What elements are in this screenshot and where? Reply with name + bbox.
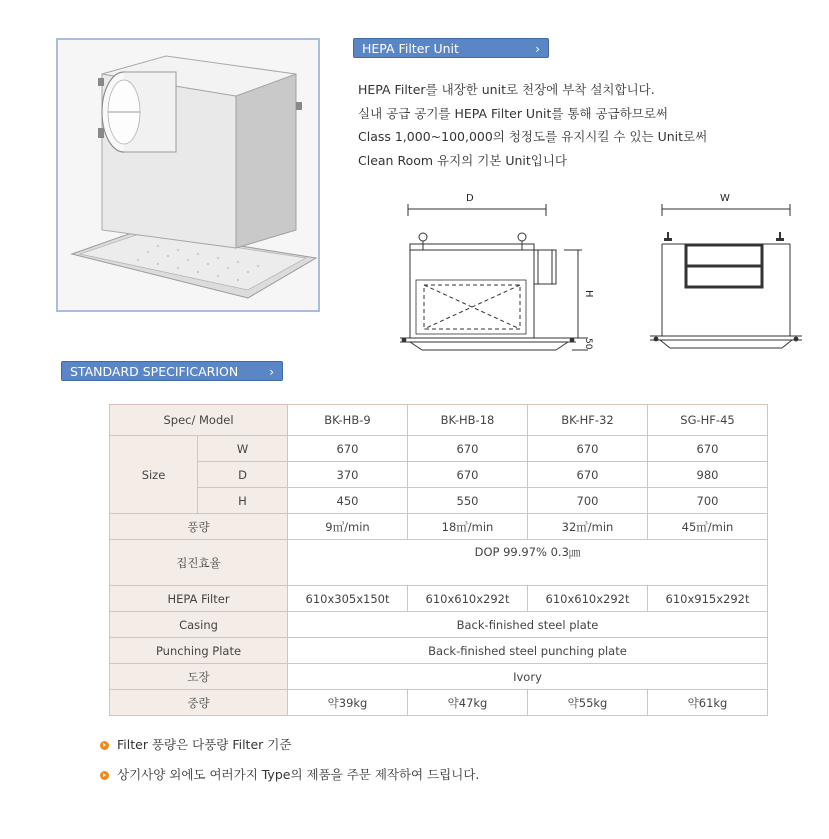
weight-label: 중량 [110,690,288,716]
table-cell: 약55kg [528,690,648,716]
orange-circle-arrow-icon [100,741,109,750]
dimension-50-label: 50 [583,338,593,350]
table-cell: 370 [288,462,408,488]
table-cell: 610x610x292t [408,586,528,612]
hepa-unit-illustration [58,40,318,310]
table-cell: 9㎥/min [288,514,408,540]
table-cell: Ivory [288,664,768,690]
description-line: 실내 공급 공기를 HEPA Filter Unit를 통해 공급하므로써 [358,105,669,121]
front-view-diagram [646,190,806,358]
chevron-right-icon: › [269,365,274,379]
section-header-hepa[interactable] [353,38,549,58]
table-row [110,436,768,462]
header-model: BK-HF-32 [528,405,648,436]
table-cell: 약39kg [288,690,408,716]
table-cell: 700 [528,488,648,514]
description-line: Clean Room 유지의 기본 Unit입니다 [358,152,568,168]
airflow-label: 풍량 [110,514,288,540]
description-line: Class 1,000~100,000의 청정도를 유지시킬 수 있는 Unit로써 [358,129,708,144]
header-model: BK-HB-18 [408,405,528,436]
table-cell: 45㎥/min [648,514,768,540]
table-cell: 610x915x292t [648,586,768,612]
spec-table [109,404,768,716]
table-cell: 32㎥/min [528,514,648,540]
table-row [110,540,768,586]
efficiency-label: 집진효율 [110,540,288,586]
table-cell: 670 [408,462,528,488]
size-label: Size [110,436,198,514]
notes-list [100,737,479,797]
table-cell: 610x305x150t [288,586,408,612]
table-cell: 670 [288,436,408,462]
table-cell: 670 [528,436,648,462]
product-description [358,78,818,172]
table-cell: 550 [408,488,528,514]
table-cell: 670 [528,462,648,488]
side-view-diagram [396,190,602,358]
table-row [110,612,768,638]
table-cell: 약61kg [648,690,768,716]
table-row [110,586,768,612]
casing-label: Casing [110,612,288,638]
section-header-spec-label: STANDARD SPECIFICARION [70,364,239,379]
table-cell: 670 [408,436,528,462]
section-header-spec[interactable] [61,361,283,381]
note-text: 상기사양 외에도 여러가지 Type의 제품을 주문 제작하여 드립니다. [117,767,480,782]
product-photo [56,38,320,312]
orange-circle-arrow-icon [100,771,109,780]
header-spec-model: Spec/ Model [110,405,288,436]
table-cell: 18㎥/min [408,514,528,540]
table-cell: Back-finished steel punching plate [288,638,768,664]
note-text: Filter 풍량은 다풍량 Filter 기준 [117,737,292,752]
dim-label: W [198,436,288,462]
table-row [110,690,768,716]
table-cell: Back-finished steel plate [288,612,768,638]
table-cell: 약47kg [408,690,528,716]
description-line: HEPA Filter를 내장한 unit로 천장에 부착 설치합니다. [358,82,655,97]
table-cell: 670 [648,436,768,462]
table-cell: DOP 99.97% 0.3㎛ [288,540,768,586]
list-item [100,767,479,797]
table-cell: 700 [648,488,768,514]
table-cell: 980 [648,462,768,488]
list-item [100,737,479,767]
table-header-row [110,405,768,436]
table-row [110,638,768,664]
table-row [110,664,768,690]
punching-label: Punching Plate [110,638,288,664]
dimension-d-label: D [466,193,474,204]
dim-label: H [198,488,288,514]
section-header-hepa-label: HEPA Filter Unit [362,41,459,56]
dimension-w-label: W [720,193,730,204]
header-model: BK-HB-9 [288,405,408,436]
dimension-h-label: H [583,290,594,298]
table-cell: 450 [288,488,408,514]
paint-label: 도장 [110,664,288,690]
table-cell: 610x610x292t [528,586,648,612]
header-model: SG-HF-45 [648,405,768,436]
table-row [110,488,768,514]
chevron-right-icon: › [535,42,540,56]
dim-label: D [198,462,288,488]
table-row [110,462,768,488]
hepa-label: HEPA Filter [110,586,288,612]
table-row [110,514,768,540]
